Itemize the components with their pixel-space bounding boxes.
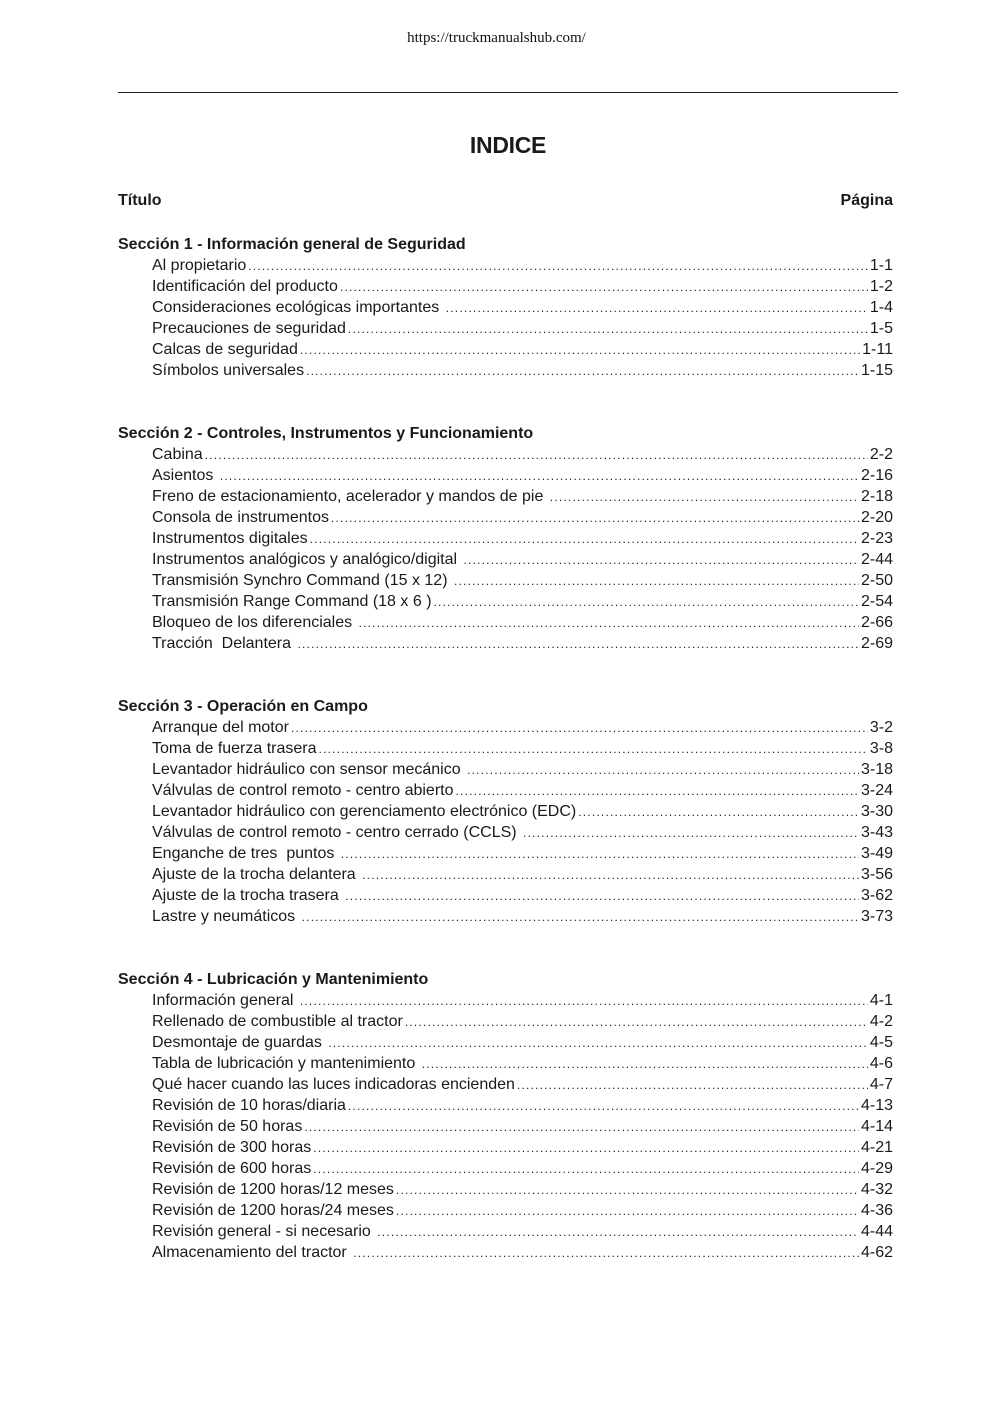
toc-entry-page: 3-18 (860, 761, 893, 778)
toc-entry-label: Al propietario (152, 257, 247, 274)
toc-entry-label: Freno de estacionamiento, acelerador y mandos de pie (152, 488, 548, 505)
toc-entry-label: Revisión de 600 horas (152, 1160, 312, 1177)
toc-entry-page: 4-13 (860, 1097, 893, 1114)
toc-entry-page: 4-36 (860, 1202, 893, 1219)
dot-leader (313, 1138, 859, 1159)
dot-leader (300, 991, 868, 1012)
toc-entry[interactable] (118, 906, 893, 927)
toc-entry[interactable] (118, 990, 893, 1011)
toc-entry-page: 3-8 (869, 740, 893, 757)
section-title: Sección 3 - Operación en Campo (118, 698, 368, 715)
toc-entry-page: 4-21 (860, 1139, 893, 1156)
toc-entry[interactable] (118, 507, 893, 528)
toc-entry[interactable] (118, 1011, 893, 1032)
toc-section (118, 234, 893, 381)
toc-entry-label: Transmisión Synchro Command (15 x 12) (152, 572, 452, 589)
toc-entry[interactable] (118, 738, 893, 759)
toc-entry-page: 2-2 (869, 446, 893, 463)
toc-entry-label: Qué hacer cuando las luces indicadoras encienden (152, 1076, 515, 1093)
toc-entry-label: Revisión de 50 horas (152, 1118, 303, 1135)
toc-entry-page: 2-50 (860, 572, 893, 589)
toc-section (118, 423, 893, 654)
toc-entry-page: 4-29 (860, 1160, 893, 1177)
toc-entry[interactable] (118, 1137, 893, 1158)
toc-entry-page: 1-11 (862, 341, 893, 358)
toc-entry[interactable] (118, 885, 893, 906)
dot-leader (300, 340, 860, 361)
toc-entry-label: Identificación del producto (152, 278, 338, 295)
toc-section (118, 696, 893, 927)
toc-entry[interactable] (118, 444, 893, 465)
toc-entry-page: 2-18 (860, 488, 893, 505)
toc-entry-page: 4-7 (869, 1076, 893, 1093)
toc-entry[interactable] (118, 1116, 893, 1137)
toc-entry-page: 4-14 (860, 1118, 893, 1135)
toc-entry-label: Revisión de 10 horas/diaria (152, 1097, 346, 1114)
toc-entry[interactable] (118, 633, 893, 654)
column-header-page: Página (840, 192, 893, 209)
section-title: Sección 4 - Lubricación y Mantenimiento (118, 971, 429, 988)
toc-entry-label: Levantador hidráulico con sensor mecánico (152, 761, 466, 778)
toc-entry-label: Instrumentos analógicos y analógico/digital (152, 551, 462, 568)
dot-leader (446, 298, 868, 319)
toc-entry-label: Lastre y neumáticos (152, 908, 300, 925)
toc-entry-page: 4-5 (869, 1034, 893, 1051)
toc-entry-label: Calcas de seguridad (152, 341, 298, 358)
dot-leader (362, 865, 859, 886)
dot-leader (396, 1180, 859, 1201)
toc-entry[interactable] (118, 801, 893, 822)
toc-entry-label: Asientos (152, 467, 218, 484)
header-url: https://truckmanualshub.com/ (407, 30, 586, 46)
toc-entry[interactable] (118, 822, 893, 843)
toc-entry-label: Ajuste de la trocha trasera (152, 887, 344, 904)
toc-entry[interactable] (118, 465, 893, 486)
toc-entry-label: Enganche de tres puntos (152, 845, 339, 862)
toc-entry-page: 3-56 (860, 866, 893, 883)
toc-entry-label: Desmontaje de guardas (152, 1034, 327, 1051)
dot-leader (310, 529, 859, 550)
toc-entry-label: Levantador hidráulico con gerenciamento electrónico (EDC) (152, 803, 577, 820)
toc-entry-page: 1-1 (869, 257, 893, 274)
toc-entry-label: Consola de instrumentos (152, 509, 329, 526)
toc-entry-label: Rellenado de combustible al tractor (152, 1013, 403, 1030)
toc-entry-label: Símbolos universales (152, 362, 305, 379)
toc-entry[interactable] (118, 360, 893, 381)
toc-entry[interactable] (118, 570, 893, 591)
toc-entry[interactable] (118, 255, 893, 276)
dot-leader (319, 739, 868, 760)
toc-entry-page: 3-2 (869, 719, 893, 736)
toc-entry-page: 4-6 (869, 1055, 893, 1072)
toc-entry-label: Válvulas de control remoto - centro cerrado (CCLS) (152, 824, 522, 841)
toc-entry[interactable] (118, 1032, 893, 1053)
dot-leader (248, 256, 868, 277)
dot-leader (291, 718, 868, 739)
toc-entry-page: 2-16 (860, 467, 893, 484)
toc-entry[interactable] (118, 591, 893, 612)
dot-leader (454, 571, 859, 592)
toc-entry[interactable] (118, 339, 893, 360)
toc-entry-label: Tabla de lubricación y mantenimiento (152, 1055, 420, 1072)
toc-entry[interactable] (118, 1242, 893, 1263)
toc-entry-page: 4-44 (860, 1223, 893, 1240)
table-of-contents (118, 234, 893, 1305)
dot-leader (313, 1159, 859, 1180)
toc-entry-label: Precauciones de seguridad (152, 320, 346, 337)
dot-leader (220, 466, 859, 487)
dot-leader (341, 844, 859, 865)
toc-entry-label: Ajuste de la trocha delantera (152, 866, 361, 883)
toc-entry-label: Cabina (152, 446, 203, 463)
toc-entry[interactable] (118, 843, 893, 864)
toc-entry-page: 1-4 (869, 299, 893, 316)
toc-entry-label: Bloqueo de los diferenciales (152, 614, 357, 631)
toc-entry-label: Revisión de 300 horas (152, 1139, 312, 1156)
toc-entry-page: 2-66 (860, 614, 893, 631)
toc-entry[interactable] (118, 1221, 893, 1242)
dot-leader (306, 361, 859, 382)
toc-entry[interactable] (118, 486, 893, 507)
toc-entry-label: Válvulas de control remoto - centro abierto (152, 782, 454, 799)
toc-entry-page: 4-62 (860, 1244, 893, 1261)
section-title: Sección 1 - Información general de Seguridad (118, 236, 466, 253)
toc-entry-page: 2-54 (860, 593, 893, 610)
toc-entry[interactable] (118, 1179, 893, 1200)
toc-entry-label: Revisión general - si necesario (152, 1223, 376, 1240)
dot-leader (302, 907, 859, 928)
toc-entry[interactable] (118, 1074, 893, 1095)
dot-leader (455, 781, 858, 802)
toc-entry-label: Consideraciones ecológicas importantes (152, 299, 444, 316)
document-title: INDICE (469, 132, 547, 158)
dot-leader (348, 319, 868, 340)
toc-entry-page: 3-49 (860, 845, 893, 862)
dot-leader (328, 1033, 868, 1054)
dot-leader (396, 1201, 859, 1222)
toc-entry-page: 4-2 (869, 1013, 893, 1030)
dot-leader (353, 1243, 859, 1264)
toc-entry-page: 3-62 (860, 887, 893, 904)
toc-entry[interactable] (118, 318, 893, 339)
dot-leader (467, 760, 859, 781)
toc-entry[interactable] (118, 549, 893, 570)
toc-section (118, 969, 893, 1263)
toc-entry[interactable] (118, 528, 893, 549)
toc-entry-label: Almacenamiento del tractor (152, 1244, 352, 1261)
toc-entry[interactable] (118, 612, 893, 633)
toc-entry-label: Información general (152, 992, 298, 1009)
toc-entry-page: 1-2 (869, 278, 893, 295)
toc-entry-label: Transmisión Range Command (18 x 6 ) (152, 593, 432, 610)
toc-entry-page: 3-30 (860, 803, 893, 820)
toc-entry-page: 1-15 (860, 362, 893, 379)
toc-entry[interactable] (118, 759, 893, 780)
toc-entry[interactable] (118, 276, 893, 297)
toc-entry[interactable] (118, 297, 893, 318)
toc-entry[interactable] (118, 1053, 893, 1074)
toc-entry[interactable] (118, 1200, 893, 1221)
section-title: Sección 2 - Controles, Instrumentos y Funcionamiento (118, 425, 534, 442)
toc-entry[interactable] (118, 780, 893, 801)
toc-entry-label: Revisión de 1200 horas/24 meses (152, 1202, 394, 1219)
toc-entry-page: 3-43 (860, 824, 893, 841)
column-headers (118, 192, 893, 210)
toc-entry-page: 4-32 (860, 1181, 893, 1198)
dot-leader (434, 592, 859, 613)
toc-entry-page: 2-69 (860, 635, 893, 652)
toc-entry-label: Tracción Delantera (152, 635, 296, 652)
toc-entry-page: 2-44 (860, 551, 893, 568)
dot-leader (422, 1054, 868, 1075)
dot-leader (377, 1222, 859, 1243)
toc-entry-page: 3-24 (860, 782, 893, 799)
toc-entry[interactable] (118, 864, 893, 885)
toc-entry[interactable] (118, 1158, 893, 1179)
dot-leader (348, 1096, 859, 1117)
dot-leader (345, 886, 859, 907)
header-divider (118, 92, 898, 93)
dot-leader (405, 1012, 868, 1033)
toc-entry-page: 3-73 (860, 908, 893, 925)
toc-entry-page: 2-20 (860, 509, 893, 526)
toc-entry-label: Instrumentos digitales (152, 530, 308, 547)
dot-leader (517, 1075, 868, 1096)
column-header-title: Título (118, 192, 162, 209)
toc-entry[interactable] (118, 717, 893, 738)
toc-entry-page: 4-1 (869, 992, 893, 1009)
toc-entry-label: Arranque del motor (152, 719, 289, 736)
dot-leader (331, 508, 859, 529)
toc-entry-label: Revisión de 1200 horas/12 meses (152, 1181, 394, 1198)
toc-entry-page: 2-23 (860, 530, 893, 547)
dot-leader (523, 823, 859, 844)
dot-leader (550, 487, 859, 508)
toc-entry[interactable] (118, 1095, 893, 1116)
dot-leader (340, 277, 868, 298)
dot-leader (578, 802, 859, 823)
dot-leader (359, 613, 859, 634)
dot-leader (464, 550, 859, 571)
dot-leader (205, 445, 868, 466)
dot-leader (297, 634, 859, 655)
toc-entry-label: Toma de fuerza trasera (152, 740, 317, 757)
dot-leader (304, 1117, 859, 1138)
toc-entry-page: 1-5 (869, 320, 893, 337)
